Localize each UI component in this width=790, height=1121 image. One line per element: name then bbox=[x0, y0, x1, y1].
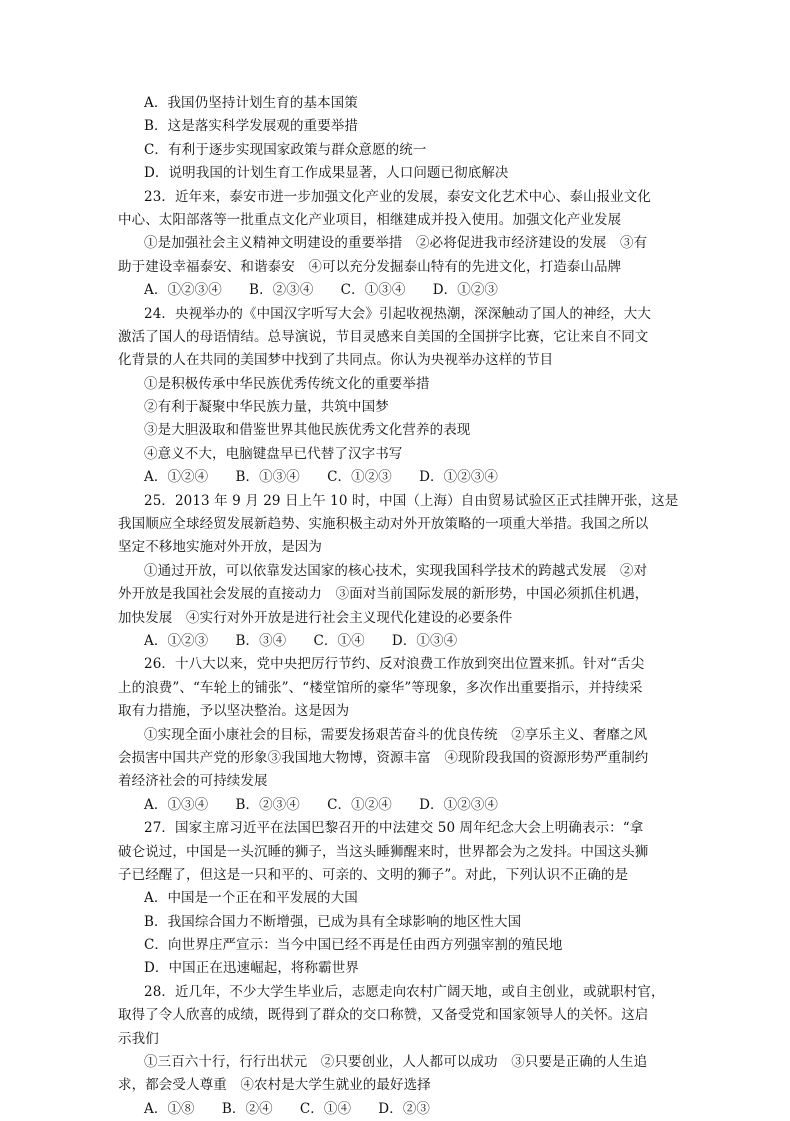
text-line: A．①②③ B．③④ C．①④ D．①③④ bbox=[144, 632, 458, 649]
text-line: A．①②④ B．①③④ C．①②③ D．①②③④ bbox=[144, 469, 499, 486]
text-line: A．中国是一个正在和平发展的大国 bbox=[144, 890, 358, 907]
text-line: D．说明我国的计划生育工作成果显著，人口问题已彻底解决 bbox=[144, 165, 509, 182]
text-line: ②有利于凝聚中华民族力量，共筑中国梦 bbox=[144, 399, 389, 416]
text-line: A．①③④ B．②③④ C．①②④ D．①②③④ bbox=[144, 796, 499, 813]
text-line: 破仑说过，中国是一头沉睡的狮子，当这头睡狮醒来时，世界都会为之发抖。中国这头狮 bbox=[118, 843, 649, 860]
text-line: ①实现全面小康社会的目标，需要发扬艰苦奋斗的优良传统 ②享乐主义、奢靡之风 bbox=[144, 726, 648, 743]
text-line: A．我国仍坚持计划生育的基本国策 bbox=[144, 95, 358, 111]
text-line: B．我国综合国力不断增强，已成为具有全球影响的地区性大国 bbox=[144, 913, 522, 930]
text-line: 取有力措施，予以坚决整治。这是因为 bbox=[118, 703, 350, 720]
text-line: 中心、太阳部落等一批重点文化产业项目，相继建成并投入使用。加强文化产业发展 bbox=[118, 211, 622, 228]
text-line: 求，都会受人尊重 ④农村是大学生就业的最好选择 bbox=[118, 1077, 431, 1094]
text-line: 子已经醒了，但这是一只和平的、可亲的、文明的狮子”。对此，下列认识不正确的是 bbox=[118, 866, 629, 883]
text-line: 24．央视举办的《中国汉字听写大会》引起收视热潮，深深触动了国人的神经，大大 bbox=[144, 305, 651, 322]
text-line: ④意义不大，电脑键盘早已代替了汉字书写 bbox=[144, 445, 403, 462]
text-line: A．①⑧ B．②④ C．①④ D．②③ bbox=[144, 1100, 431, 1117]
text-line: 会损害中国共产党的形象③我国地大物博，资源丰富 ④现阶段我国的资源形势严重制约 bbox=[118, 749, 649, 766]
text-line: 加快发展 ④实行对外开放是进行社会主义现代化建设的必要条件 bbox=[118, 609, 513, 626]
text-line: ①是加强社会主义精神文明建设的重要举措 ②必将促进我市经济建设的发展 ③有 bbox=[144, 235, 648, 252]
text-line: 我国顺应全球经贸发展新趋势、实施积极主动对外开放策略的一项重大举措。我国之所以 bbox=[118, 516, 649, 533]
text-line: 坚定不移地实施对外开放，是因为 bbox=[118, 539, 322, 556]
text-line: 化背景的人在共同的美国梦中找到了共同点。你认为央视举办这样的节目 bbox=[118, 352, 554, 369]
text-line: 助于建设幸福泰安、和谐泰安 ④可以充分发掘泰山特有的先进文化，打造泰山品牌 bbox=[118, 258, 622, 275]
text-line: 23．近年来，泰安市进一步加强文化产业的发展，泰安文化艺术中心、泰山报业文化 bbox=[144, 188, 651, 205]
text-line: 示我们 bbox=[118, 1030, 159, 1047]
text-line: C．有利于逐步实现国家政策与群众意愿的统一 bbox=[144, 141, 427, 158]
text-line: 外开放是我国社会发展的直接动力 ③面对当前国际发展的新形势，中国必须抓住机遇， bbox=[118, 586, 649, 603]
text-line: 上的浪费”、“车轮上的铺张”、“楼堂馆所的豪华”等现象，多次作出重要指示，并持续采 bbox=[118, 679, 643, 696]
text-line: 激活了国人的母语情结。总导演说，节目灵感来自美国的全国拼字比赛，它让来自不同文 bbox=[118, 328, 649, 345]
page-content bbox=[118, 92, 678, 1121]
text-line: 取得了令人欣喜的成绩，既得到了群众的交口称赞，又备受党和国家领导人的关怀。这启 bbox=[118, 1007, 649, 1024]
text-line: ③是大胆汲取和借鉴世界其他民族优秀文化营养的表现 bbox=[144, 422, 471, 439]
text-line: 28．近几年，不少大学生毕业后，志愿走向农村广阔天地，或自主创业，或就职村官， bbox=[144, 983, 665, 1000]
text-line: 着经济社会的可持续发展 bbox=[118, 773, 268, 790]
text-line: ①是积极传承中华民族优秀传统文化的重要举措 bbox=[144, 375, 430, 392]
text-line: C．向世界庄严宣示：当今中国已经不再是任由西方列强宰割的殖民地 bbox=[144, 937, 563, 954]
text-line: ①三百六十行，行行出状元 ②只要创业，人人都可以成功 ③只要是正确的人生追 bbox=[144, 1054, 648, 1071]
text-line: 27．国家主席习近平在法国巴黎召开的中法建交 50 周年纪念大会上明确表示：“拿 bbox=[144, 820, 644, 837]
text-line: ①通过开放，可以依靠发达国家的核心技术，实现我国科学技术的跨越式发展 ②对 bbox=[144, 562, 648, 579]
text-line: 25．2013 年 9 月 29 日上午 10 时，中国（上海）自由贸易试验区正式挂牌开张，这是 bbox=[144, 492, 679, 509]
text-line: B．这是落实科学发展观的重要举措 bbox=[144, 118, 359, 135]
text-line: A．①②③④ B．②③④ C．①③④ D．①②③ bbox=[144, 282, 499, 299]
text-line: 26．十八大以来，党中央把厉行节约、反对浪费工作放到突出位置来抓。针对“舌尖 bbox=[144, 656, 645, 673]
text-line: D．中国正在迅速崛起，将称霸世界 bbox=[144, 960, 359, 977]
